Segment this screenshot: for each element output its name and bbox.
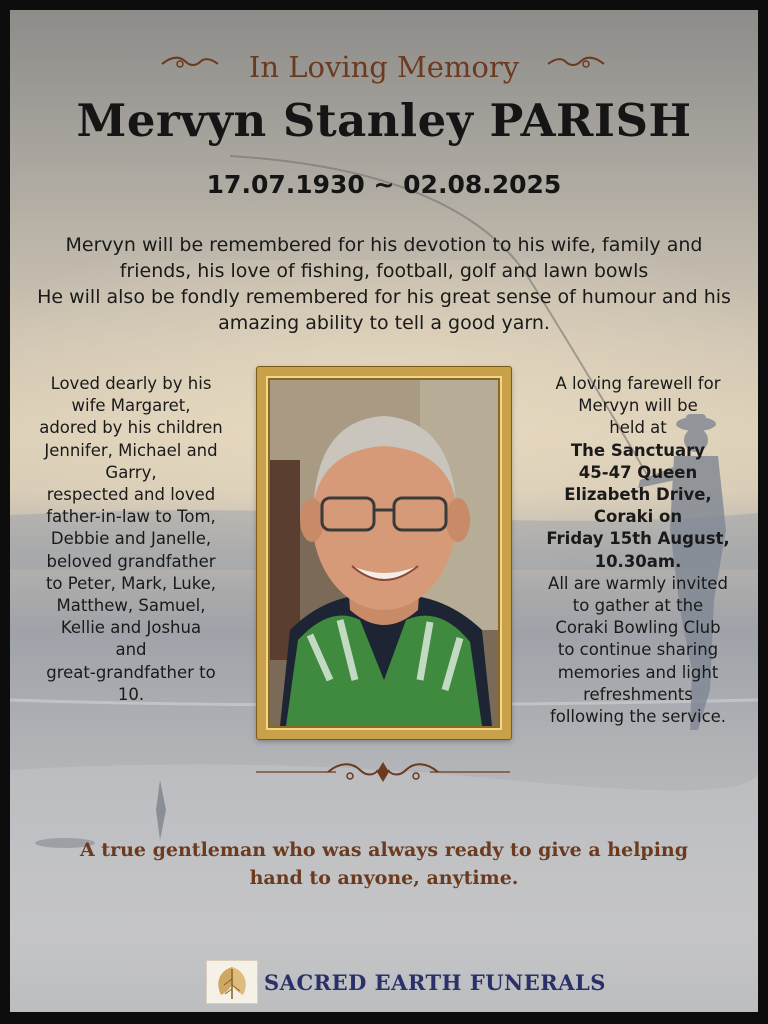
farewell-line: Coraki Bowling Club — [555, 618, 721, 638]
farewell-line: A loving farewell for — [555, 374, 721, 393]
family-line: Debbie and Janelle, — [50, 529, 212, 549]
family-line: Kellie and Joshua — [60, 618, 202, 638]
family-line: great-grandfather to — [46, 662, 216, 682]
venue-line: Elizabeth Drive, — [564, 485, 712, 505]
portrait-photo — [270, 380, 498, 726]
tribute-text — [30, 232, 738, 336]
farewell-line: Mervyn will be — [578, 396, 698, 416]
life-dates: 17.07.1930 ~ 02.08.2025 — [206, 170, 562, 199]
tribute-line: amazing ability to tell a good yarn. — [218, 312, 550, 334]
farewell-line: to continue sharing — [557, 640, 719, 660]
farewell-line: held at — [609, 418, 667, 438]
funeral-home-brand: SACRED EARTH FUNERALS — [264, 970, 606, 995]
venue-line: 45-47 Queen — [578, 462, 698, 482]
deceased-name: Mervyn Stanley PARISH — [76, 94, 692, 147]
tribute-line: friends, his love of fishing, football, golf and lawn bowls — [119, 260, 649, 282]
family-line: to Peter, Mark, Luke, — [45, 573, 217, 593]
farewell-column — [526, 373, 750, 728]
memorial-card — [10, 10, 758, 1012]
family-line: and — [115, 640, 147, 660]
farewell-line: following the service. — [549, 707, 727, 727]
farewell-line: refreshments — [583, 684, 693, 704]
farewell-line: All are warmly invited — [548, 573, 728, 593]
tribute-line: Mervyn will be remembered for his devotion to his wife, family and — [65, 234, 703, 256]
family-line: respected and loved — [46, 485, 216, 505]
tribute-line: He will also be fondly remembered for his great sense of humour and his — [37, 286, 731, 308]
service-time-line: 10.30am. — [594, 551, 682, 571]
family-line: father-in-law to Tom, — [46, 507, 216, 527]
closing-quote — [70, 836, 698, 892]
farewell-line: memories and light — [557, 662, 719, 682]
quote-line: A true gentleman who was always ready to give a helping — [79, 839, 689, 861]
family-line: 10. — [117, 684, 145, 704]
family-line: Garry, — [105, 462, 157, 482]
quote-line: hand to anyone, anytime. — [249, 867, 519, 889]
venue-line: The Sanctuary — [570, 440, 706, 460]
portrait-frame — [257, 367, 511, 739]
family-line: adored by his children — [39, 418, 223, 438]
family-column — [20, 373, 242, 706]
family-line: Jennifer, Michael and — [44, 440, 218, 460]
farewell-line: to gather at the — [572, 596, 704, 616]
family-line: Matthew, Samuel, — [56, 596, 206, 616]
leaf-icon — [206, 960, 258, 1004]
family-line: Loved dearly by his — [50, 374, 212, 393]
service-date-line: Friday 15th August, — [546, 529, 730, 549]
heading: In Loving Memory — [248, 50, 520, 84]
family-line: beloved grandfather — [46, 551, 216, 571]
family-line: wife Margaret, — [71, 396, 191, 416]
ornament-divider-icon — [256, 758, 510, 788]
right-flourish-icon — [546, 54, 606, 74]
venue-line: Coraki on — [593, 507, 683, 527]
